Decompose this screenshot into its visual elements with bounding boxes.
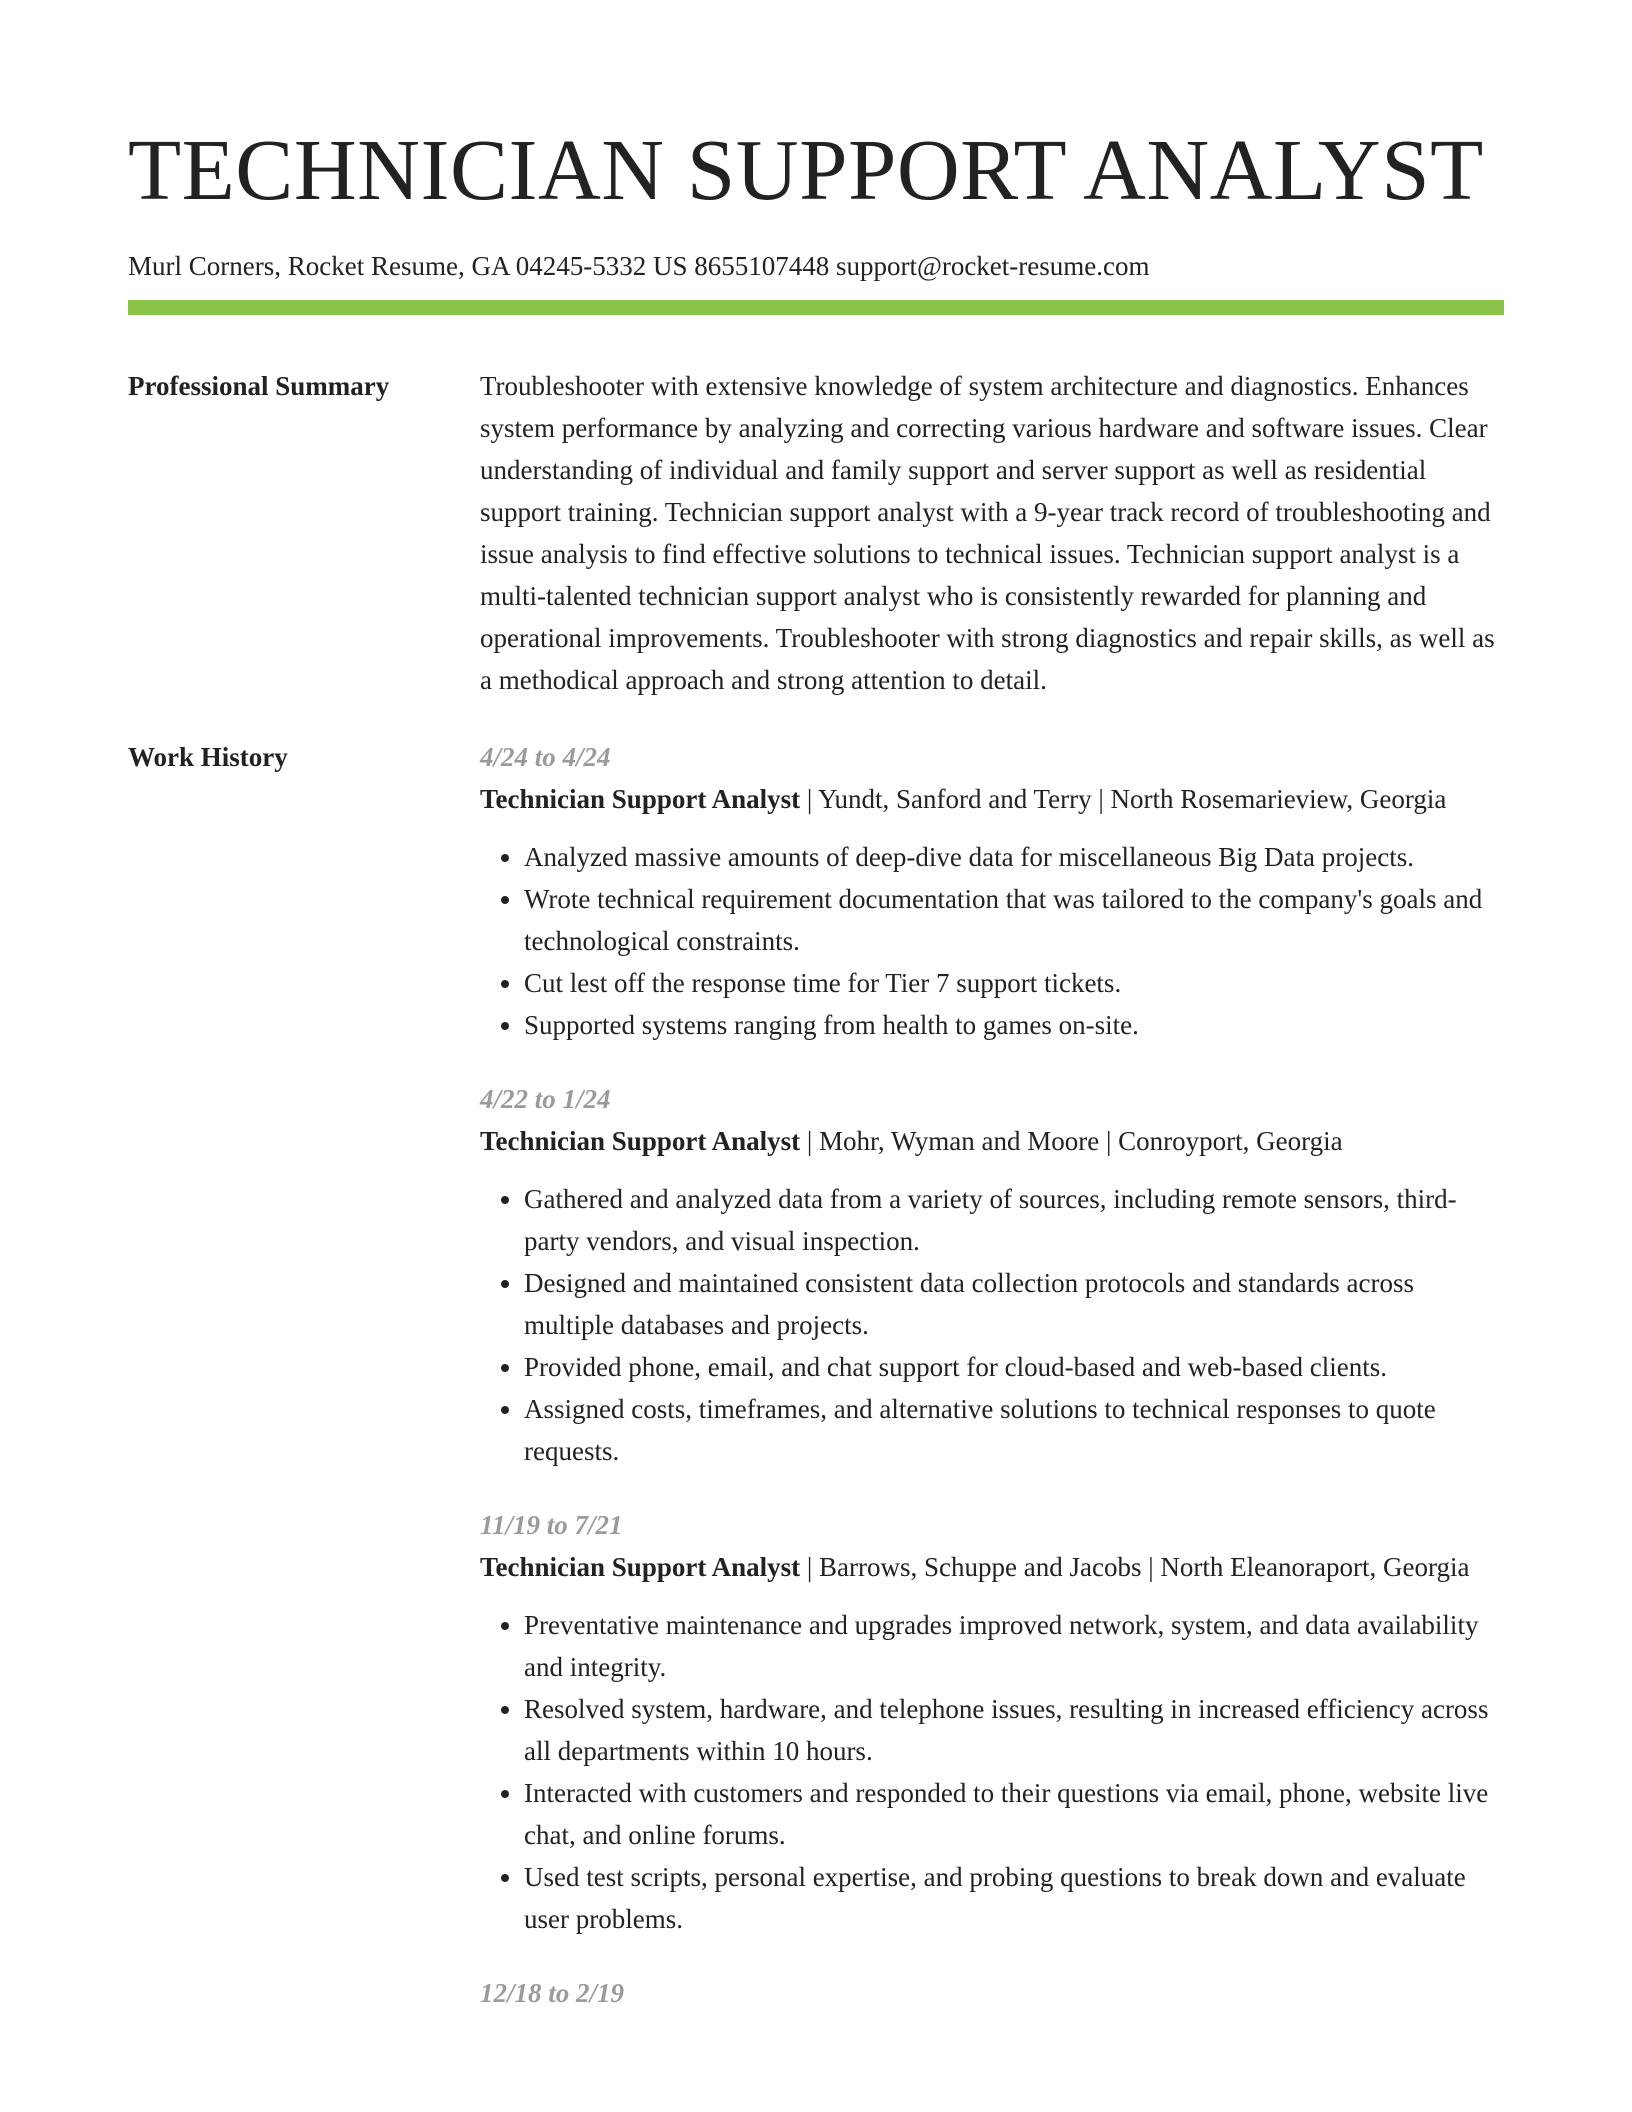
job-bullet: • Wrote technical requirement documentation that was tailored to the company's goals and technological constraints.: [524, 878, 1504, 962]
job-dates: 11/19 to 7/21: [480, 1510, 623, 1540]
contact-line: [128, 248, 1504, 284]
summary-body: [480, 365, 1504, 701]
job-employer-location: | Mohr, Wyman and Moore | Conroyport, Georgia: [800, 1126, 1343, 1156]
job-employer-location: | Yundt, Sanford and Terry | North Rosemarieview, Georgia: [800, 784, 1447, 814]
job-bullet: • Gathered and analyzed data from a variety of sources, including remote sensors, third-party vendors, and visual inspection.: [524, 1178, 1504, 1262]
summary-label: Professional Summary: [128, 371, 390, 401]
job-title: Technician Support Analyst: [480, 1126, 801, 1156]
work-history-list: [480, 736, 1504, 2014]
job-entry: [480, 1078, 1504, 1472]
job-dates: 4/22 to 1/24: [480, 1084, 611, 1114]
job-bullets: [480, 1604, 1504, 1940]
summary-section: [128, 365, 1504, 701]
job-heading: [480, 1120, 1504, 1162]
contact-email: support@rocket-resume.com: [835, 251, 1150, 281]
job-dates: 4/24 to 4/24: [480, 742, 611, 772]
job-employer-location: | Barrows, Schuppe and Jacobs | North Eleanoraport, Georgia: [800, 1552, 1470, 1582]
job-title: Technician Support Analyst: [480, 784, 801, 814]
job-bullets: [480, 836, 1504, 1046]
resume-page: [128, 120, 1504, 2014]
summary-text: Troubleshooter with extensive knowledge of system architecture and diagnostics. Enhances system performance by analyzing and correcting various hardware and software issues. Clear understanding of individual and family support and server support as well as residential support training. Technician support analyst with a 9-year track record of troubleshooting and issue analysis to find effective solutions to technical issues. Technician support analyst is a multi-talented technician support analyst who is consistently rewarded for planning and operational improvements. Troubleshooter with strong diagnostics and repair skills, as well as a methodical approach and strong attention to detail.: [480, 371, 1495, 695]
job-bullet: • Cut lest off the response time for Tier 7 support tickets.: [524, 962, 1504, 1004]
accent-divider: [128, 300, 1504, 315]
job-bullets: [480, 1178, 1504, 1472]
contact-address: Murl Corners, Rocket Resume, GA 04245-5332 US: [128, 251, 688, 281]
job-entry: [480, 1504, 1504, 1940]
job-bullet: • Analyzed massive amounts of deep-dive data for miscellaneous Big Data projects.: [524, 836, 1504, 878]
job-dates: 12/18 to 2/19: [480, 1978, 625, 2008]
job-title: Technician Support Analyst: [480, 1552, 801, 1582]
job-entry: [480, 736, 1504, 1046]
job-bullet: • Used test scripts, personal expertise, and probing questions to break down and evaluate user problems.: [524, 1856, 1504, 1940]
job-bullet: • Designed and maintained consistent data collection protocols and standards across multiple databases and projects.: [524, 1262, 1504, 1346]
job-bullet: • Resolved system, hardware, and telephone issues, resulting in increased efficiency across all departments within 10 hours.: [524, 1688, 1504, 1772]
job-bullet: • Supported systems ranging from health to games on-site.: [524, 1004, 1504, 1046]
job-bullet: • Interacted with customers and responded to their questions via email, phone, website live chat, and online forums.: [524, 1772, 1504, 1856]
job-bullet: • Assigned costs, timeframes, and alternative solutions to technical responses to quote requests.: [524, 1388, 1504, 1472]
work-history-section: [128, 736, 1504, 2014]
job-entry: [480, 1972, 1504, 2014]
job-heading: [480, 1546, 1504, 1588]
contact-phone: 8655107448: [694, 251, 830, 281]
work-history-label: Work History: [128, 742, 288, 772]
job-bullet: • Provided phone, email, and chat support for cloud-based and web-based clients.: [524, 1346, 1504, 1388]
job-heading: [480, 778, 1504, 820]
job-bullet: • Preventative maintenance and upgrades improved network, system, and data availability and integrity.: [524, 1604, 1504, 1688]
resume-title: TECHNICIAN SUPPORT ANALYST: [128, 121, 1484, 218]
